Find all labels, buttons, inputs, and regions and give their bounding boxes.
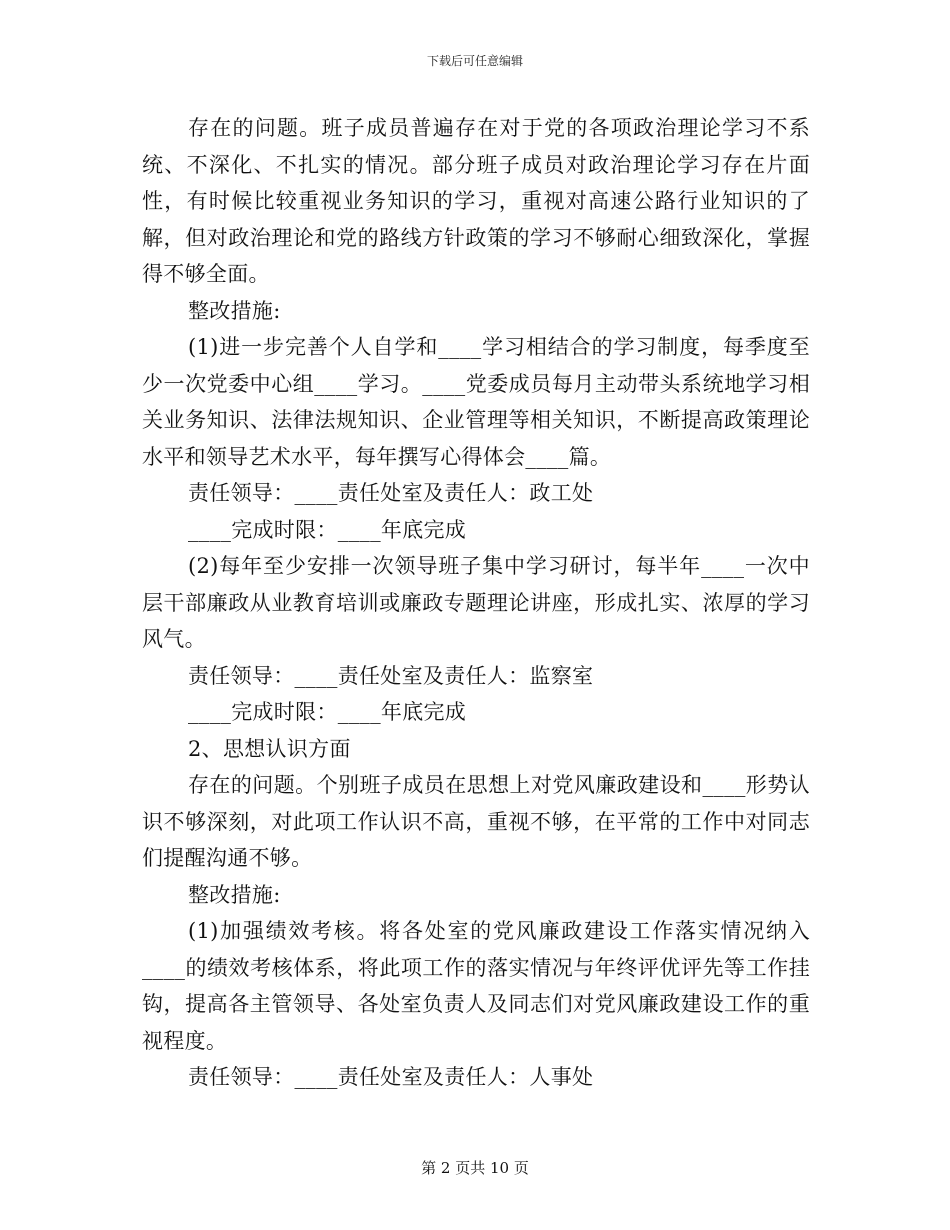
paragraph-problem-1: 存在的问题。班子成员普遍存在对于党的各项政治理论学习不系统、不深化、不扎实的情况。部分班子成员对政治理论学习存在片面性，有时候比较重视业务知识的学习，重视对高速公路行业知识的了解，但对政治理论和党的路线方针政策的学习不够耐心细致深化，掌握得不够全面。 — [142, 116, 810, 286]
paragraph-responsibility-2: 责任领导：____责任处室及责任人：监察室 — [188, 663, 594, 688]
paragraph-responsibility-1: 责任领导：____责任处室及责任人：政工处 — [188, 481, 594, 505]
paragraph-responsibility-3: 责任领导：____责任处室及责任人：人事处 — [188, 1065, 594, 1089]
paragraph-deadline-1: ____完成时限：____年底完成 — [188, 517, 467, 542]
paragraph-measure-2-1: (1)加强绩效考核。将各处室的党风廉政建设工作落实情况纳入____的绩效考核体系，将此项工作的落实情况与年终评优评先等工作挂钩，提高各主管领导、各处室负责人及同志们对党风廉政建设工作的重视程度。 — [142, 919, 810, 1053]
document-body — [142, 110, 810, 1096]
paragraph-problem-2: 存在的问题。个别班子成员在思想上对党风廉政建设和____形势认识不够深刻，对此项工作认识不高，重视不够，在平常的工作中对同志们提醒沟通不够。 — [142, 773, 810, 870]
paragraph-measure-1-2: (2)每年至少安排一次领导班子集中学习研讨，每半年____一次中层干部廉政从业教育培训或廉政专题理论讲座，形成扎实、浓厚的学习风气。 — [142, 554, 810, 651]
paragraph-measures-heading-2: 整改措施: — [188, 882, 281, 907]
paragraph-deadline-2: ____完成时限：____年底完成 — [188, 700, 467, 724]
paragraph-measures-heading-1: 整改措施: — [188, 298, 281, 323]
page-header: 下载后可任意编辑 — [426, 54, 523, 68]
paragraph-measure-1-1: (1)进一步完善个人自学和____学习相结合的学习制度，每季度至少一次党委中心组____学习。____党委成员每月主动带头系统地学习相关业务知识、法律法规知识、企业管理等相关知识，不断提高政策理论水平和领导艺术水平，每年撰写心得体会____篇。 — [142, 335, 810, 469]
section-heading-2: 2、思想认识方面 — [188, 736, 351, 761]
page-footer: 第 2 页共 10 页 — [421, 1159, 529, 1177]
